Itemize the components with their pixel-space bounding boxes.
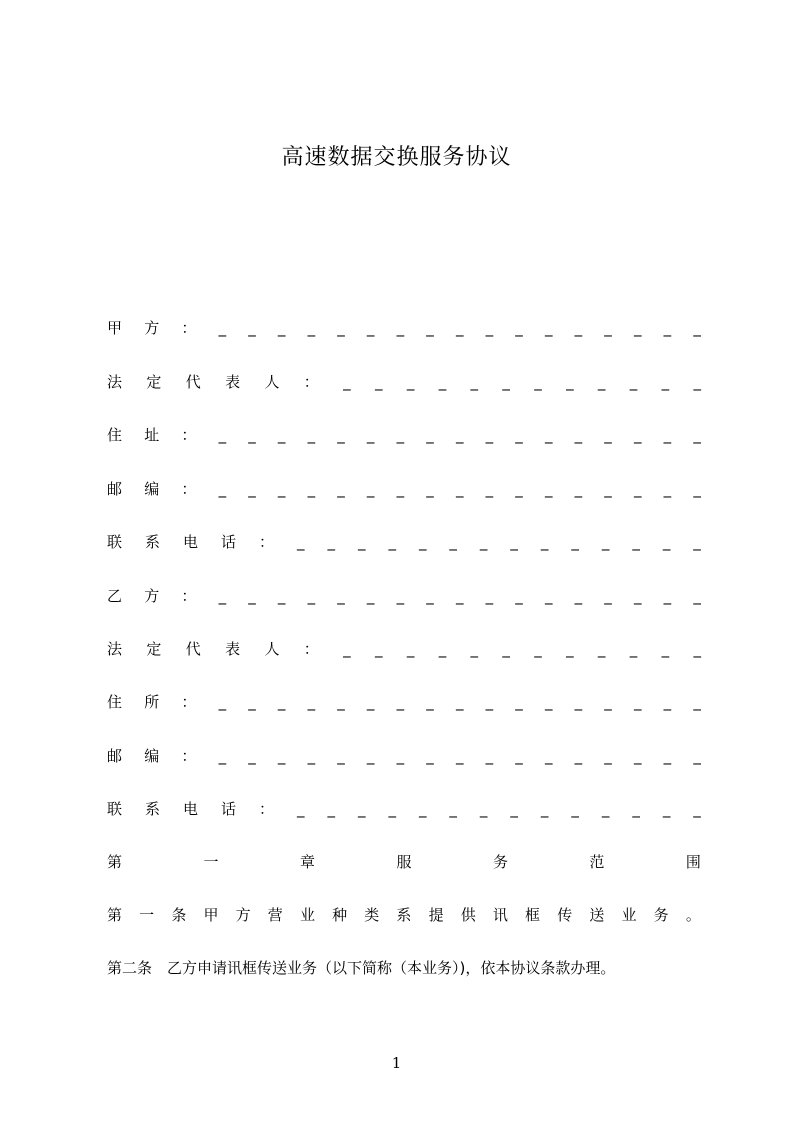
party-b-line xyxy=(107,584,701,608)
fill-in-blank: _ xyxy=(693,319,701,337)
fill-in-blank: _ xyxy=(693,800,701,818)
fill-in-blank: _ xyxy=(277,587,286,605)
text-char: 一 xyxy=(139,906,155,924)
fill-in-blank: _ xyxy=(663,319,672,337)
fill-in-blank: _ xyxy=(426,587,434,605)
fill-in-blank: _ xyxy=(485,426,494,444)
fill-in-blank: _ xyxy=(574,480,583,498)
text-char: 一 xyxy=(203,853,219,871)
fill-in-blank: _ xyxy=(337,319,345,337)
text-char: 讯 xyxy=(492,906,508,924)
text-char: 代 xyxy=(185,373,201,391)
party-a-line xyxy=(107,316,701,340)
fill-in-blank: _ xyxy=(604,426,612,444)
fill-in-blank: _ xyxy=(396,587,405,605)
fill-in-blank: _ xyxy=(218,319,227,337)
fill-in-blank: _ xyxy=(396,426,405,444)
fill-in-blank: _ xyxy=(470,373,479,391)
fill-in-blank: _ xyxy=(455,319,464,337)
fill-in-blank: _ xyxy=(544,693,553,711)
fill-in-blank: _ xyxy=(438,373,447,391)
fill-in-blank: _ xyxy=(366,319,375,337)
fill-in-blank: _ xyxy=(218,426,227,444)
text-char: ： xyxy=(259,533,275,551)
fill-in-blank: _ xyxy=(571,533,579,551)
fill-in-blank: _ xyxy=(574,693,583,711)
fill-in-blank: _ xyxy=(426,693,434,711)
fill-in-blank: _ xyxy=(534,373,542,391)
text-char: 人 xyxy=(264,640,280,658)
text-char: 法 xyxy=(107,373,123,391)
text-char: 框 xyxy=(525,906,541,924)
text-char: 甲 xyxy=(203,906,219,924)
text-char: 表 xyxy=(225,640,241,658)
fill-in-blank: _ xyxy=(455,747,464,765)
fill-in-blank: _ xyxy=(277,480,286,498)
fill-in-blank: _ xyxy=(601,800,610,818)
fill-in-blank: _ xyxy=(663,480,672,498)
fill-in-blank: _ xyxy=(218,747,227,765)
text-char: 条 xyxy=(171,906,187,924)
fill-in-blank: _ xyxy=(366,587,375,605)
fill-in-blank: _ xyxy=(633,319,642,337)
fill-in-blank: _ xyxy=(396,747,405,765)
fill-in-blank: _ xyxy=(515,693,523,711)
fill-in-blank: _ xyxy=(337,587,345,605)
fill-in-blank: _ xyxy=(693,640,701,658)
fill-in-blank: _ xyxy=(574,747,583,765)
party-b-phone-line xyxy=(107,797,701,821)
fill-in-blank: _ xyxy=(566,373,574,391)
article-1 xyxy=(107,903,701,927)
text-char: 提 xyxy=(428,906,444,924)
fill-in-blank: _ xyxy=(663,693,672,711)
fill-in-blank: _ xyxy=(604,480,612,498)
fill-in-blank: _ xyxy=(604,747,612,765)
fill-in-blank: _ xyxy=(632,533,640,551)
fill-in-blank: _ xyxy=(515,747,523,765)
fill-in-blank: _ xyxy=(629,640,638,658)
fill-in-blank: _ xyxy=(426,480,434,498)
fill-in-blank: _ xyxy=(574,426,583,444)
fill-in-blank: _ xyxy=(396,693,405,711)
text-char: 住 xyxy=(107,693,123,711)
fill-in-blank: _ xyxy=(307,747,316,765)
text-char: 邮 xyxy=(107,480,123,498)
fill-in-blank: _ xyxy=(633,426,642,444)
text-char: 第 xyxy=(107,853,123,871)
text-char: 人 xyxy=(264,373,280,391)
text-char: 送 xyxy=(589,906,605,924)
fill-in-blank: _ xyxy=(248,480,256,498)
fill-in-blank: _ xyxy=(426,319,434,337)
text-char: 联 xyxy=(107,800,123,818)
text-char: 乙 xyxy=(107,587,123,605)
fill-in-blank: _ xyxy=(418,533,427,551)
fill-in-blank: _ xyxy=(327,533,335,551)
fill-in-blank: _ xyxy=(277,693,286,711)
fill-in-blank: _ xyxy=(406,640,415,658)
fill-in-blank: _ xyxy=(479,800,488,818)
fill-in-blank: _ xyxy=(388,800,396,818)
text-char: 所 xyxy=(144,693,160,711)
text-char: 住 xyxy=(107,426,123,444)
fill-in-blank: _ xyxy=(485,747,494,765)
fill-in-blank: _ xyxy=(426,426,434,444)
text-char: ： xyxy=(303,373,319,391)
fill-in-blank: _ xyxy=(479,533,488,551)
fill-in-blank: _ xyxy=(375,640,383,658)
fill-in-blank: _ xyxy=(515,480,523,498)
fill-in-blank: _ xyxy=(597,373,606,391)
fill-in-blank: _ xyxy=(662,533,671,551)
fill-in-blank: _ xyxy=(633,587,642,605)
text-char: 方 xyxy=(144,319,160,337)
text-char: 。 xyxy=(685,906,701,924)
party-a-representative-line xyxy=(107,370,701,394)
text-char: 传 xyxy=(557,906,573,924)
fill-in-blank: _ xyxy=(544,319,553,337)
chapter-heading xyxy=(107,850,701,874)
fill-in-blank: _ xyxy=(307,480,316,498)
fill-in-blank: _ xyxy=(544,747,553,765)
fill-in-blank: _ xyxy=(388,533,396,551)
fill-in-blank: _ xyxy=(343,640,351,658)
fill-in-blank: _ xyxy=(343,373,351,391)
fill-in-blank: _ xyxy=(426,747,434,765)
party-a-phone-line xyxy=(107,530,701,554)
fill-in-blank: _ xyxy=(663,587,672,605)
fill-in-blank: _ xyxy=(693,587,701,605)
text-char: 电 xyxy=(183,800,199,818)
fill-in-blank: _ xyxy=(277,426,286,444)
fill-in-blank: _ xyxy=(375,373,383,391)
party-a-address-line xyxy=(107,423,701,447)
text-char: 编 xyxy=(144,747,160,765)
fill-in-blank: _ xyxy=(366,480,375,498)
fill-in-blank: _ xyxy=(566,640,574,658)
text-char: 类 xyxy=(364,906,380,924)
text-char: 联 xyxy=(107,533,123,551)
fill-in-blank: _ xyxy=(248,747,256,765)
text-char: 方 xyxy=(144,587,160,605)
text-char: 电 xyxy=(183,533,199,551)
fill-in-blank: _ xyxy=(470,640,479,658)
fill-in-blank: _ xyxy=(248,426,256,444)
text-char: 服 xyxy=(396,853,412,871)
fill-in-blank: _ xyxy=(515,587,523,605)
fill-in-blank: _ xyxy=(574,587,583,605)
text-char: ： xyxy=(181,319,197,337)
text-char: 范 xyxy=(589,853,605,871)
fill-in-blank: _ xyxy=(544,426,553,444)
text-char: 话 xyxy=(221,533,237,551)
text-char: 甲 xyxy=(107,319,123,337)
fill-in-blank: _ xyxy=(455,480,464,498)
text-char: 种 xyxy=(332,906,348,924)
fill-in-blank: _ xyxy=(693,480,701,498)
fill-in-blank: _ xyxy=(396,319,405,337)
fill-in-blank: _ xyxy=(693,747,701,765)
fill-in-blank: _ xyxy=(515,319,523,337)
fill-in-blank: _ xyxy=(661,373,670,391)
fill-in-blank: _ xyxy=(485,319,494,337)
fill-in-blank: _ xyxy=(485,587,494,605)
fill-in-blank: _ xyxy=(663,747,672,765)
text-char: 编 xyxy=(144,480,160,498)
party-b-postcode-line xyxy=(107,744,701,768)
text-char: 邮 xyxy=(107,747,123,765)
fill-in-blank: _ xyxy=(604,693,612,711)
fill-in-blank: _ xyxy=(604,587,612,605)
fill-in-blank: _ xyxy=(455,587,464,605)
text-char: ： xyxy=(181,747,197,765)
fill-in-blank: _ xyxy=(449,533,457,551)
text-char: 表 xyxy=(225,373,241,391)
fill-in-blank: _ xyxy=(357,533,366,551)
fill-in-blank: _ xyxy=(277,747,286,765)
fill-in-blank: _ xyxy=(534,640,542,658)
text-char: 方 xyxy=(235,906,251,924)
text-char: 章 xyxy=(299,853,315,871)
text-char: 第 xyxy=(107,906,123,924)
fill-in-blank: _ xyxy=(510,533,518,551)
fill-in-blank: _ xyxy=(307,426,316,444)
fill-in-blank: _ xyxy=(571,800,579,818)
fill-in-blank: _ xyxy=(597,640,606,658)
fill-in-blank: _ xyxy=(693,426,701,444)
fill-in-blank: _ xyxy=(248,693,256,711)
fill-in-blank: _ xyxy=(485,480,494,498)
fill-in-blank: _ xyxy=(327,800,335,818)
text-char: 围 xyxy=(685,853,701,871)
fill-in-blank: _ xyxy=(366,747,375,765)
text-char: 话 xyxy=(221,800,237,818)
text-char: 址 xyxy=(144,426,160,444)
fill-in-blank: _ xyxy=(633,480,642,498)
fill-in-blank: _ xyxy=(218,480,227,498)
text-char: ： xyxy=(181,587,197,605)
fill-in-blank: _ xyxy=(337,480,345,498)
fill-in-blank: _ xyxy=(601,533,610,551)
text-char: 业 xyxy=(621,906,637,924)
fill-in-blank: _ xyxy=(663,426,672,444)
text-char: 系 xyxy=(396,906,412,924)
text-char: 务 xyxy=(492,853,508,871)
text-char: 营 xyxy=(267,906,283,924)
fill-in-blank: _ xyxy=(455,426,464,444)
document-title: 高速数据交换服务协议 xyxy=(281,145,512,170)
fill-in-blank: _ xyxy=(218,587,227,605)
fill-in-blank: _ xyxy=(455,693,464,711)
fill-in-blank: _ xyxy=(248,587,256,605)
text-char: 供 xyxy=(460,906,476,924)
fill-in-blank: _ xyxy=(574,319,583,337)
fill-in-blank: _ xyxy=(544,587,553,605)
page-number: 1 xyxy=(391,1054,402,1072)
fill-in-blank: _ xyxy=(544,480,553,498)
party-b-address-line xyxy=(107,690,701,714)
text-char: 系 xyxy=(145,533,161,551)
party-b-representative-line xyxy=(107,637,701,661)
fill-in-blank: _ xyxy=(297,800,305,818)
fill-in-blank: _ xyxy=(406,373,415,391)
fill-in-blank: _ xyxy=(307,319,316,337)
text-char: 系 xyxy=(145,800,161,818)
fill-in-blank: _ xyxy=(604,319,612,337)
fill-in-blank: _ xyxy=(485,693,494,711)
text-char: 务 xyxy=(653,906,669,924)
article-2: 第二条 乙方申请讯框传送业务（以下简称（本业务）)，依本协议条款办理。 xyxy=(107,959,616,977)
text-char: 代 xyxy=(185,640,201,658)
fill-in-blank: _ xyxy=(632,800,640,818)
fill-in-blank: _ xyxy=(366,426,375,444)
text-char: ： xyxy=(181,426,197,444)
fill-in-blank: _ xyxy=(297,533,305,551)
fill-in-blank: _ xyxy=(633,747,642,765)
fill-in-blank: _ xyxy=(633,693,642,711)
fill-in-blank: _ xyxy=(662,800,671,818)
fill-in-blank: _ xyxy=(540,533,549,551)
fill-in-blank: _ xyxy=(307,587,316,605)
fill-in-blank: _ xyxy=(277,319,286,337)
fill-in-blank: _ xyxy=(418,800,427,818)
fill-in-blank: _ xyxy=(502,640,510,658)
fill-in-blank: _ xyxy=(515,426,523,444)
fill-in-blank: _ xyxy=(337,426,345,444)
fill-in-blank: _ xyxy=(449,800,457,818)
text-char: ： xyxy=(181,480,197,498)
fill-in-blank: _ xyxy=(438,640,447,658)
fill-in-blank: _ xyxy=(693,373,701,391)
fill-in-blank: _ xyxy=(540,800,549,818)
fill-in-blank: _ xyxy=(396,480,405,498)
text-char: 定 xyxy=(146,640,162,658)
fill-in-blank: _ xyxy=(307,693,316,711)
fill-in-blank: _ xyxy=(248,319,256,337)
fill-in-blank: _ xyxy=(510,800,518,818)
fill-in-blank: _ xyxy=(502,373,510,391)
party-a-postcode-line xyxy=(107,477,701,501)
text-char: 定 xyxy=(146,373,162,391)
fill-in-blank: _ xyxy=(661,640,670,658)
text-char: ： xyxy=(303,640,319,658)
text-char: ： xyxy=(259,800,275,818)
fill-in-blank: _ xyxy=(337,747,345,765)
fill-in-blank: _ xyxy=(366,693,375,711)
text-char: 业 xyxy=(299,906,315,924)
text-char: 法 xyxy=(107,640,123,658)
fill-in-blank: _ xyxy=(629,373,638,391)
fill-in-blank: _ xyxy=(693,533,701,551)
text-char: ： xyxy=(181,693,197,711)
fill-in-blank: _ xyxy=(357,800,366,818)
fill-in-blank: _ xyxy=(218,693,227,711)
fill-in-blank: _ xyxy=(693,693,701,711)
fill-in-blank: _ xyxy=(337,693,345,711)
